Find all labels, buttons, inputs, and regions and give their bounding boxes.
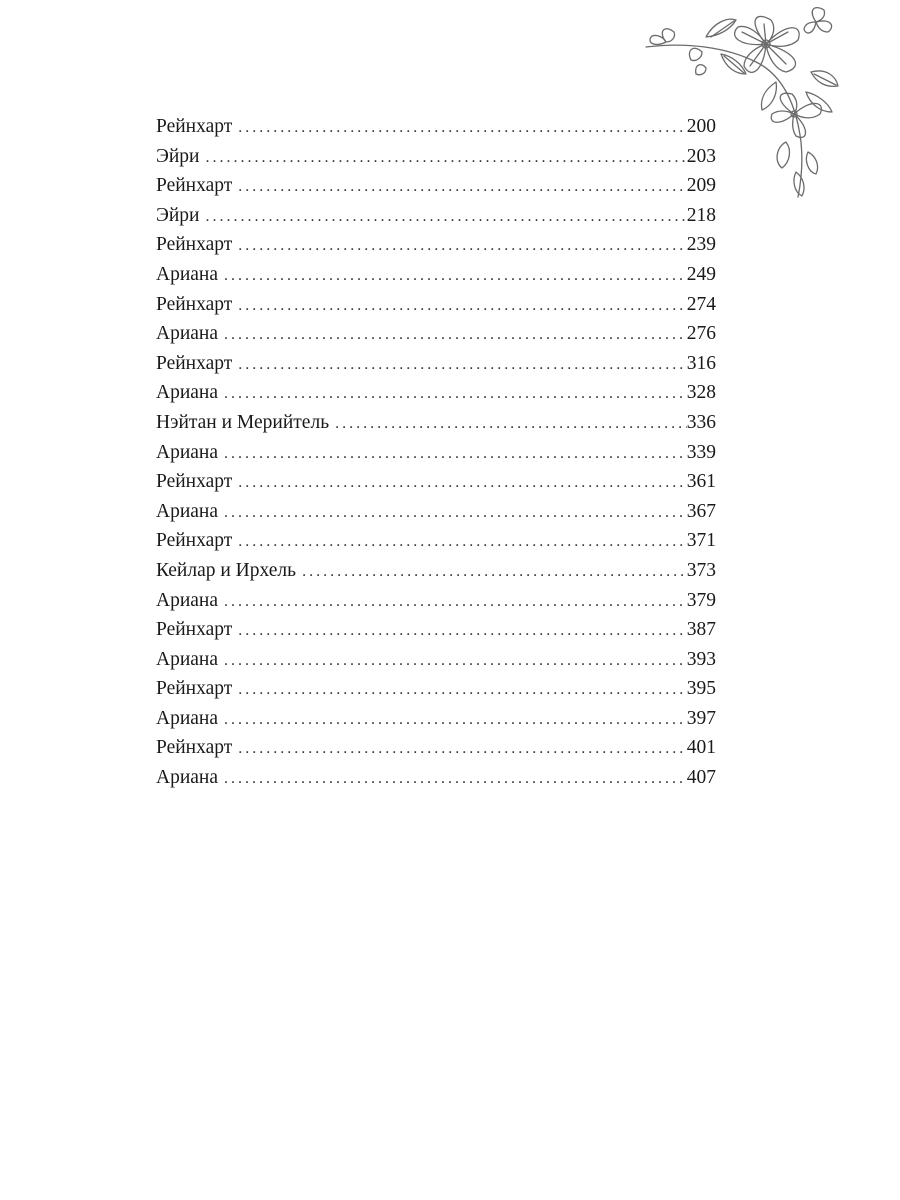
toc-entry-title: Нэйтан и Мерийтель	[156, 411, 330, 433]
toc-entry	[156, 408, 716, 438]
toc-entry-page: 316	[686, 352, 716, 374]
toc-entry-title: Ариана	[156, 382, 219, 404]
toc-entry-page: 393	[686, 648, 716, 670]
toc-entry	[156, 467, 716, 497]
toc-entry-title: Рейнхарт	[156, 116, 233, 137]
toc-entry-page: 373	[686, 559, 716, 581]
toc-entry	[156, 674, 716, 704]
dot-leader	[238, 468, 686, 498]
toc-entry-title: Рейнхарт	[156, 175, 233, 197]
toc-entry-page: 336	[686, 411, 716, 433]
toc-entry-title: Рейнхарт	[156, 352, 233, 374]
dot-leader	[238, 675, 686, 705]
toc-entry-page: 371	[686, 530, 716, 552]
toc-entry-title: Ариана	[156, 589, 219, 611]
toc-entry	[156, 586, 716, 616]
toc-entry	[156, 142, 716, 172]
dot-leader	[335, 409, 687, 439]
dot-leader	[224, 705, 687, 735]
dot-leader	[206, 143, 687, 173]
dot-leader	[238, 734, 686, 764]
toc-entry-title: Рейнхарт	[156, 234, 233, 256]
dot-leader	[238, 172, 686, 202]
toc-entry-page: 203	[686, 145, 716, 167]
toc-entry-title: Рейнхарт	[156, 293, 233, 315]
toc-entry-page: 209	[686, 175, 716, 197]
toc-entry-title: Ариана	[156, 500, 219, 522]
toc-entry-title: Рейнхарт	[156, 737, 233, 759]
toc-entry-page: 218	[686, 204, 716, 226]
toc-entry	[156, 290, 716, 320]
toc-entry	[156, 378, 716, 408]
toc-entry	[156, 645, 716, 675]
table-of-contents	[156, 112, 716, 793]
toc-entry	[156, 556, 716, 586]
dot-leader	[238, 113, 686, 143]
toc-entry-page: 387	[686, 619, 716, 641]
toc-entry-title: Ариана	[156, 767, 219, 789]
toc-entry-page: 274	[686, 293, 716, 315]
dot-leader	[238, 527, 686, 557]
toc-entry-title: Эйри	[156, 145, 200, 167]
toc-entry	[156, 201, 716, 231]
toc-entry	[156, 112, 716, 142]
toc-entry-page: 395	[686, 678, 716, 700]
toc-entry-title: Ариана	[156, 263, 219, 285]
dot-leader	[224, 587, 687, 617]
dot-leader	[224, 646, 687, 676]
toc-entry	[156, 260, 716, 290]
toc-entry-page: 401	[686, 737, 716, 759]
toc-entry-page: 276	[686, 323, 716, 345]
toc-entry-title: Эйри	[156, 204, 200, 226]
toc-entry-title: Рейнхарт	[156, 471, 233, 493]
toc-entry-title: Рейнхарт	[156, 530, 233, 552]
toc-entry-page: 361	[686, 471, 716, 493]
toc-entry	[156, 733, 716, 763]
toc-entry-title: Ариана	[156, 323, 219, 345]
toc-entry	[156, 438, 716, 468]
toc-entry-page: 367	[686, 500, 716, 522]
dot-leader	[238, 616, 686, 646]
toc-entry-page: 328	[686, 382, 716, 404]
dot-leader	[224, 261, 687, 291]
toc-entry-title: Рейнхарт	[156, 619, 233, 641]
toc-entry-title: Рейнхарт	[156, 678, 233, 700]
dot-leader	[206, 202, 687, 232]
toc-entry	[156, 497, 716, 527]
dot-leader	[224, 379, 687, 409]
dot-leader	[224, 320, 687, 350]
dot-leader	[224, 498, 687, 528]
toc-entry-page: 239	[686, 234, 716, 256]
dot-leader	[224, 439, 687, 469]
dot-leader	[238, 231, 686, 261]
toc-entry-title: Ариана	[156, 441, 219, 463]
toc-entry	[156, 230, 716, 260]
toc-entry-title: Кейлар и Ирхель	[156, 559, 297, 581]
toc-entry	[156, 171, 716, 201]
toc-entry-page: 339	[686, 441, 716, 463]
toc-entry-page: 407	[686, 767, 716, 789]
dot-leader	[238, 350, 686, 380]
toc-entry	[156, 763, 716, 793]
toc-entry	[156, 319, 716, 349]
toc-entry	[156, 526, 716, 556]
toc-entry	[156, 615, 716, 645]
toc-entry	[156, 704, 716, 734]
dot-leader	[238, 291, 686, 321]
dot-leader	[224, 764, 687, 794]
toc-entry-page: 397	[686, 707, 716, 729]
toc-entry-page: 379	[686, 589, 716, 611]
toc-entry-page: 249	[686, 263, 716, 285]
toc-entry-page: 200	[686, 116, 716, 137]
toc-entry-title: Ариана	[156, 707, 219, 729]
toc-entry-title: Ариана	[156, 648, 219, 670]
dot-leader	[302, 557, 687, 587]
toc-entry	[156, 349, 716, 379]
